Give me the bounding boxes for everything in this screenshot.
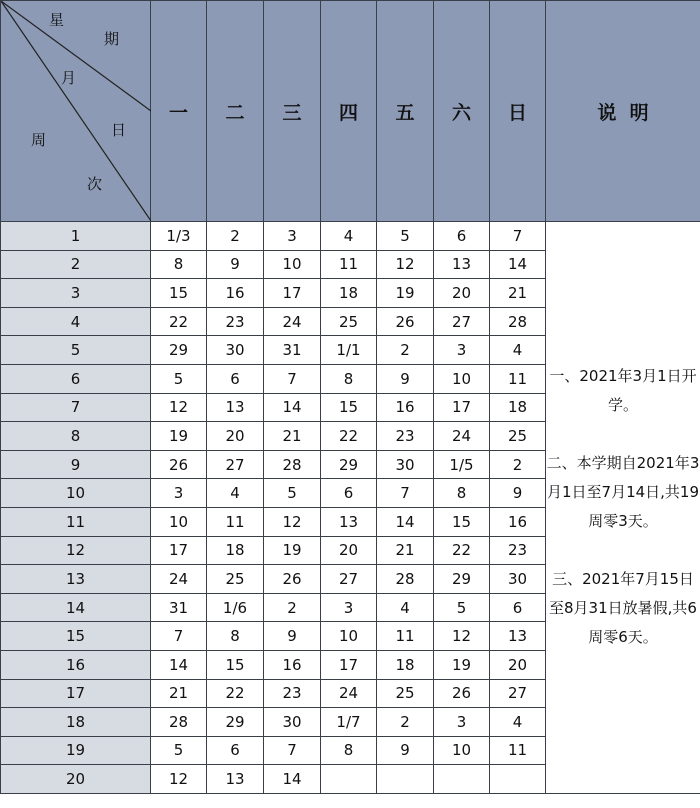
week-number-cell: 12 [1, 536, 151, 565]
day-cell: 3 [434, 336, 490, 365]
day-cell: 26 [264, 565, 321, 594]
day-cell: 15 [434, 507, 490, 536]
day-cell: 15 [207, 650, 264, 679]
day-cell: 31 [264, 336, 321, 365]
diagonal-lines [1, 1, 151, 221]
week-number-cell: 5 [1, 336, 151, 365]
day-cell: 31 [151, 593, 207, 622]
week-number-cell: 6 [1, 364, 151, 393]
day-cell: 27 [321, 565, 377, 594]
day-cell: 30 [490, 565, 546, 594]
day-cell: 16 [264, 650, 321, 679]
day-cell: 21 [377, 536, 434, 565]
day-cell: 6 [321, 479, 377, 508]
day-cell: 19 [377, 279, 434, 308]
day-cell: 10 [264, 250, 321, 279]
day-cell: 22 [321, 422, 377, 451]
day-cell: 23 [490, 536, 546, 565]
day-cell: 2 [377, 336, 434, 365]
calendar-body [1, 222, 700, 794]
day-cell: 3 [264, 222, 321, 251]
day-cell: 28 [377, 565, 434, 594]
day-cell: 27 [490, 679, 546, 708]
week-number-cell: 17 [1, 679, 151, 708]
week-number-cell: 2 [1, 250, 151, 279]
day-cell: 12 [151, 765, 207, 794]
day-cell: 22 [434, 536, 490, 565]
day-cell: 11 [321, 250, 377, 279]
week-number-cell: 18 [1, 708, 151, 737]
day-cell: 29 [321, 450, 377, 479]
day-cell: 18 [490, 393, 546, 422]
day-cell: 1/5 [434, 450, 490, 479]
day-cell: 25 [207, 565, 264, 594]
week-row [1, 222, 700, 251]
day-cell: 4 [377, 593, 434, 622]
weekday-header: 二 [207, 1, 264, 222]
day-cell: 14 [490, 250, 546, 279]
day-cell: 17 [321, 650, 377, 679]
day-cell: 21 [490, 279, 546, 308]
day-cell: 12 [377, 250, 434, 279]
day-cell: 13 [207, 393, 264, 422]
day-cell: 24 [264, 307, 321, 336]
description-note: 一、2021年3月1日开学。 [549, 367, 697, 415]
week-number-cell: 9 [1, 450, 151, 479]
week-number-cell: 13 [1, 565, 151, 594]
day-cell: 7 [151, 622, 207, 651]
day-cell: 13 [321, 507, 377, 536]
week-number-cell: 14 [1, 593, 151, 622]
day-cell: 15 [321, 393, 377, 422]
day-cell: 3 [321, 593, 377, 622]
day-cell: 27 [434, 307, 490, 336]
day-cell: 12 [434, 622, 490, 651]
week-number-cell: 8 [1, 422, 151, 451]
day-cell: 13 [490, 622, 546, 651]
day-cell: 25 [377, 679, 434, 708]
day-cell: 2 [264, 593, 321, 622]
description-note: 三、2021年7月15日至8月31日放暑假,共6周零6天。 [549, 570, 697, 647]
day-cell: 11 [207, 507, 264, 536]
day-cell: 9 [490, 479, 546, 508]
day-cell: 29 [207, 708, 264, 737]
corner-label-ci: 次 [87, 175, 103, 193]
day-cell: 14 [264, 765, 321, 794]
day-cell: 17 [151, 536, 207, 565]
day-cell: 1/6 [207, 593, 264, 622]
day-cell: 1/3 [151, 222, 207, 251]
day-cell: 6 [207, 736, 264, 765]
day-cell: 14 [377, 507, 434, 536]
description-cell [546, 222, 700, 794]
day-cell: 18 [321, 279, 377, 308]
week-number-cell: 10 [1, 479, 151, 508]
day-cell: 14 [151, 650, 207, 679]
day-cell: 20 [207, 422, 264, 451]
day-cell: 28 [264, 450, 321, 479]
day-cell: 26 [151, 450, 207, 479]
week-number-cell: 16 [1, 650, 151, 679]
day-cell: 16 [207, 279, 264, 308]
day-cell: 26 [434, 679, 490, 708]
corner-header-cell [1, 1, 151, 222]
day-cell: 28 [151, 708, 207, 737]
day-cell: 27 [207, 450, 264, 479]
day-cell: 21 [151, 679, 207, 708]
day-cell: 3 [434, 708, 490, 737]
day-cell: 16 [490, 507, 546, 536]
day-cell: 11 [490, 736, 546, 765]
day-cell: 9 [377, 364, 434, 393]
day-cell: 30 [377, 450, 434, 479]
day-cell: 19 [434, 650, 490, 679]
week-number-cell: 20 [1, 765, 151, 794]
day-cell: 6 [207, 364, 264, 393]
day-cell: 5 [434, 593, 490, 622]
corner-label-yue: 月 [61, 69, 77, 87]
day-cell: 9 [377, 736, 434, 765]
day-cell: 15 [151, 279, 207, 308]
week-number-cell: 11 [1, 507, 151, 536]
day-cell: 7 [490, 222, 546, 251]
description-note: 二、本学期自2021年3月1日至7月14日,共19周零3天。 [546, 454, 700, 531]
day-cell: 24 [434, 422, 490, 451]
day-cell: 21 [264, 422, 321, 451]
corner-label-xing: 星 [49, 11, 65, 29]
day-cell: 23 [377, 422, 434, 451]
day-cell: 4 [490, 336, 546, 365]
week-number-cell: 15 [1, 622, 151, 651]
week-number-cell: 7 [1, 393, 151, 422]
day-cell: 3 [151, 479, 207, 508]
week-number-cell: 19 [1, 736, 151, 765]
day-cell: 2 [490, 450, 546, 479]
week-number-cell: 4 [1, 307, 151, 336]
day-cell: 4 [321, 222, 377, 251]
day-cell: 13 [434, 250, 490, 279]
day-cell: 5 [151, 736, 207, 765]
day-cell: 17 [434, 393, 490, 422]
weekday-header: 日 [490, 1, 546, 222]
day-cell: 2 [207, 222, 264, 251]
week-number-cell: 1 [1, 222, 151, 251]
day-cell: 11 [377, 622, 434, 651]
description-header: 说 明 [546, 1, 700, 222]
day-cell: 5 [377, 222, 434, 251]
day-cell: 8 [207, 622, 264, 651]
day-cell: 18 [207, 536, 264, 565]
day-cell: 24 [151, 565, 207, 594]
day-cell: 19 [151, 422, 207, 451]
day-cell: 28 [490, 307, 546, 336]
day-cell: 13 [207, 765, 264, 794]
day-cell: 8 [321, 364, 377, 393]
day-cell: 9 [264, 622, 321, 651]
day-cell: 10 [321, 622, 377, 651]
day-cell: 19 [264, 536, 321, 565]
day-cell: 30 [207, 336, 264, 365]
day-cell: 6 [490, 593, 546, 622]
day-cell: 23 [207, 307, 264, 336]
day-cell: 9 [207, 250, 264, 279]
day-cell: 29 [434, 565, 490, 594]
day-cell: 20 [490, 650, 546, 679]
day-cell: 25 [490, 422, 546, 451]
day-cell: 8 [434, 479, 490, 508]
day-cell: 4 [490, 708, 546, 737]
weekday-header: 一 [151, 1, 207, 222]
day-cell: 8 [151, 250, 207, 279]
day-cell: 12 [264, 507, 321, 536]
day-cell: 20 [434, 279, 490, 308]
corner-label-ri: 日 [111, 121, 127, 139]
day-cell: 10 [434, 736, 490, 765]
day-cell: 11 [490, 364, 546, 393]
day-cell: 30 [264, 708, 321, 737]
day-cell: 8 [321, 736, 377, 765]
day-cell: 23 [264, 679, 321, 708]
day-cell: 14 [264, 393, 321, 422]
day-cell: 29 [151, 336, 207, 365]
day-cell: 1/7 [321, 708, 377, 737]
weekday-header: 三 [264, 1, 321, 222]
day-cell: 22 [151, 307, 207, 336]
weekday-header: 四 [321, 1, 377, 222]
day-cell: 25 [321, 307, 377, 336]
day-cell: 22 [207, 679, 264, 708]
day-cell: 1/1 [321, 336, 377, 365]
weekday-header: 五 [377, 1, 434, 222]
week-number-cell: 3 [1, 279, 151, 308]
day-cell: 12 [151, 393, 207, 422]
day-cell: 20 [321, 536, 377, 565]
day-cell: 7 [377, 479, 434, 508]
day-cell: 16 [377, 393, 434, 422]
day-cell: 17 [264, 279, 321, 308]
day-cell: 6 [434, 222, 490, 251]
day-cell: 10 [434, 364, 490, 393]
corner-label-zhou: 周 [31, 131, 47, 149]
day-cell: 4 [207, 479, 264, 508]
day-cell: 24 [321, 679, 377, 708]
day-cell: 5 [264, 479, 321, 508]
header-row [1, 1, 700, 222]
day-cell [321, 765, 377, 794]
day-cell: 2 [377, 708, 434, 737]
day-cell [434, 765, 490, 794]
day-cell: 7 [264, 736, 321, 765]
day-cell: 7 [264, 364, 321, 393]
day-cell: 5 [151, 364, 207, 393]
day-cell: 26 [377, 307, 434, 336]
day-cell [377, 765, 434, 794]
day-cell [490, 765, 546, 794]
weekday-header: 六 [434, 1, 490, 222]
day-cell: 18 [377, 650, 434, 679]
day-cell: 10 [151, 507, 207, 536]
corner-label-qi: 期 [104, 30, 120, 48]
